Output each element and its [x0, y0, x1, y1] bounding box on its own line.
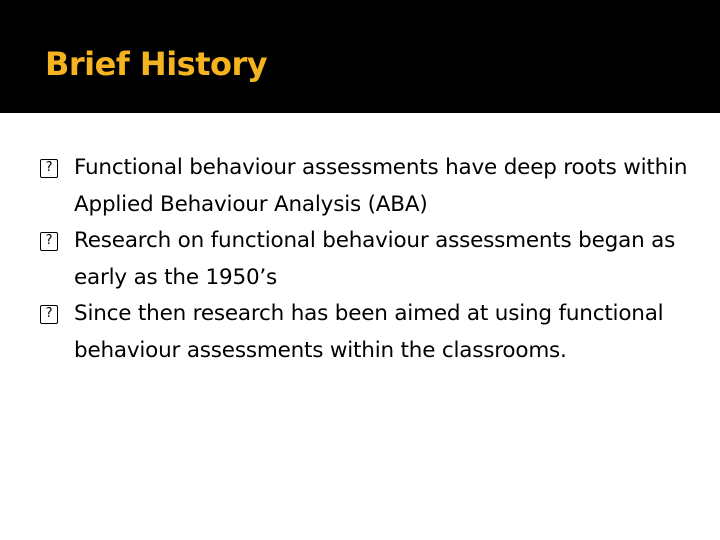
bullet-text: Since then research has been aimed at using functional behaviour assessments within the classrooms.	[74, 301, 664, 363]
bullet-text: Functional behaviour assessments have deep roots within Applied Behaviour Analysis (ABA)	[74, 155, 688, 217]
bullet-list	[38, 150, 708, 369]
bullet-item	[38, 150, 708, 223]
bullet-item	[38, 223, 708, 296]
missing-glyph-box-icon	[40, 159, 58, 178]
slide-title: Brief History	[45, 45, 268, 83]
missing-glyph-box-icon	[40, 232, 58, 251]
bullet-item	[38, 296, 708, 369]
missing-glyph-box-icon	[40, 305, 58, 324]
title-bar	[0, 0, 720, 113]
bullet-text: Research on functional behaviour assessments began as early as the 1950’s	[74, 228, 676, 290]
